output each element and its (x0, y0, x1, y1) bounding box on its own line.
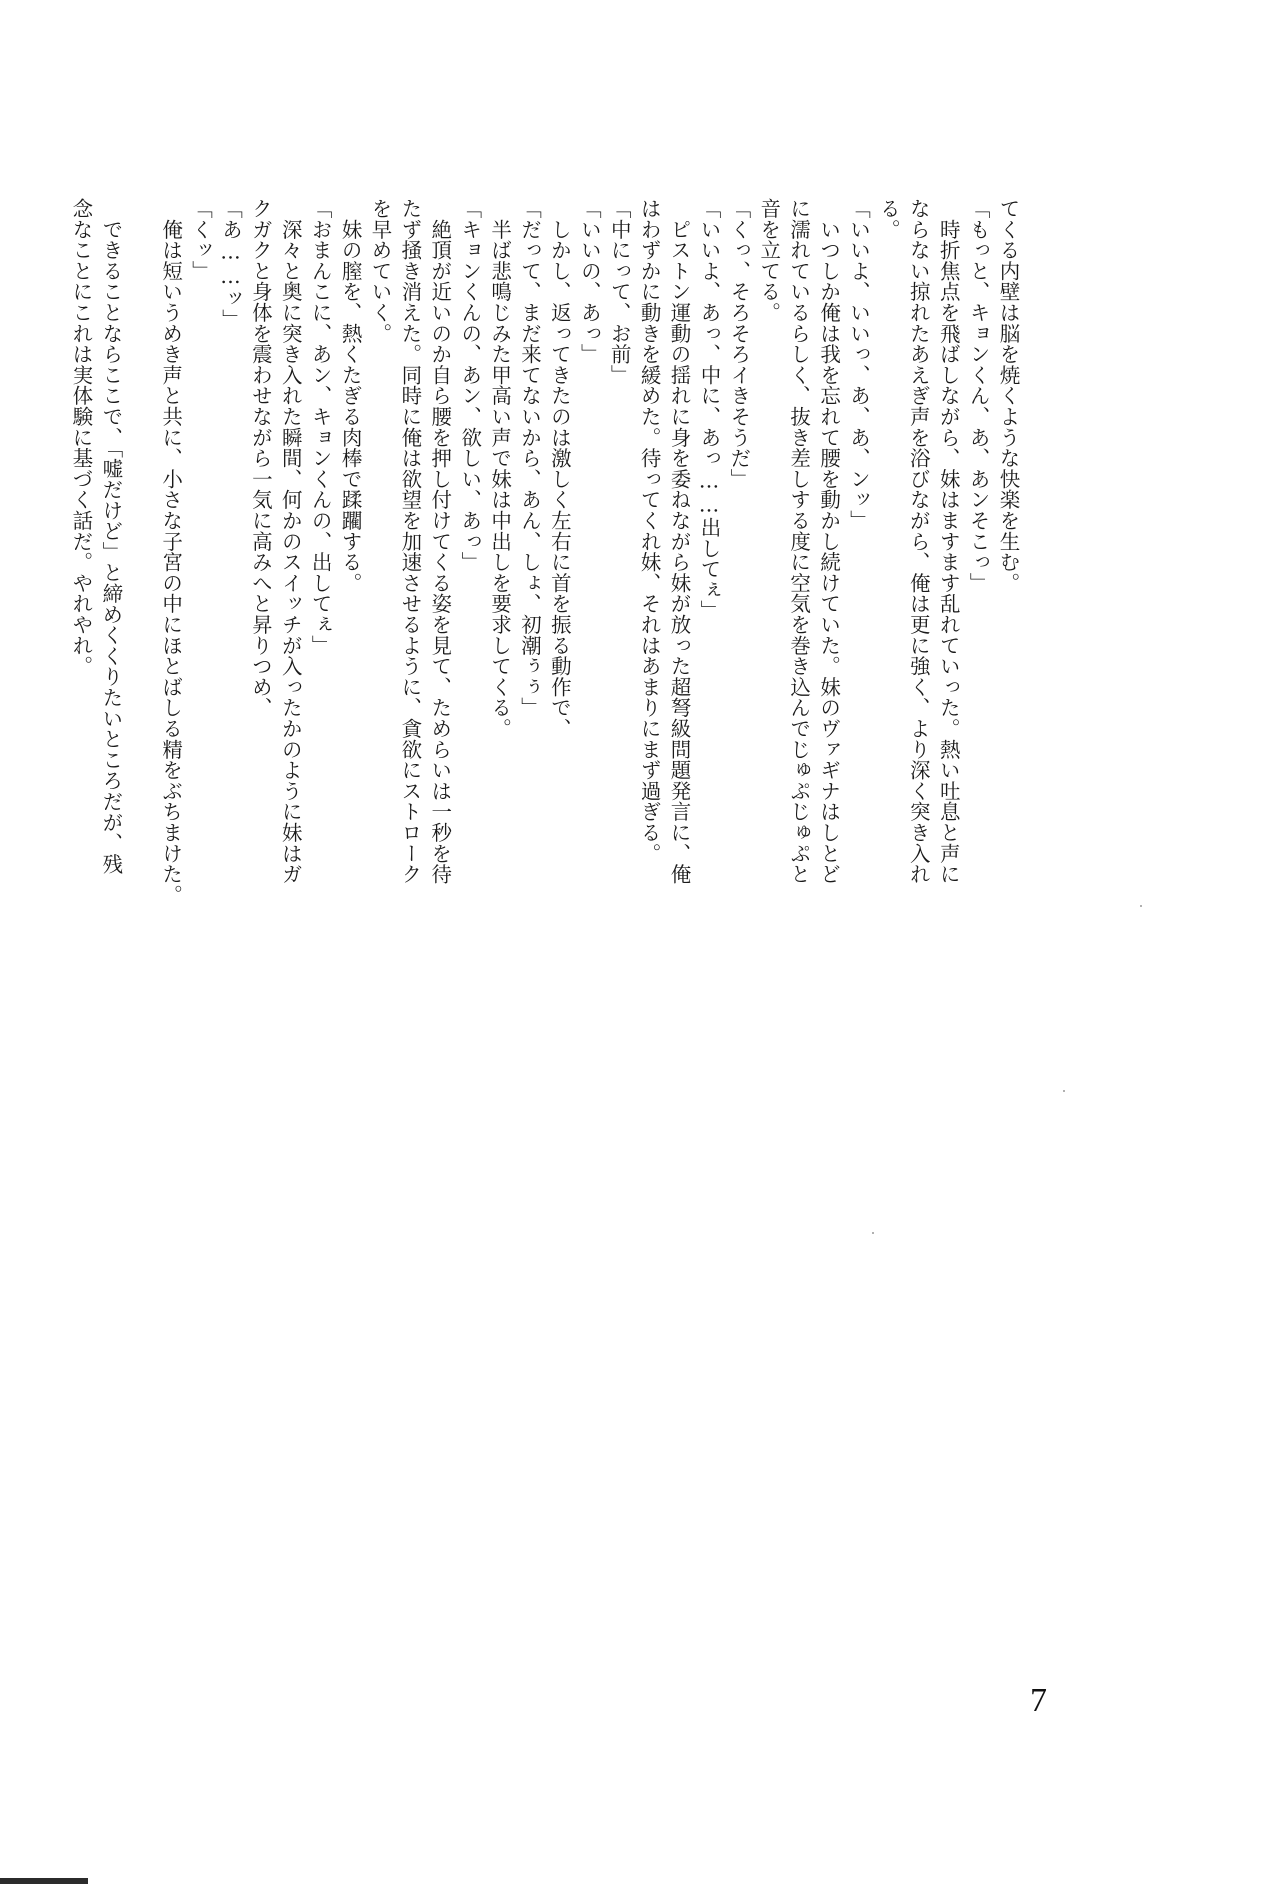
text-line: 音を立てる。 (756, 198, 781, 323)
text-line: 「だって、まだ来てないから、あん、しょ、初潮ぅぅ」 (517, 198, 542, 718)
text-line: てくる内壁は脳を焼くような快楽を生む。 (996, 198, 1020, 594)
text-line: 「くッ」 (188, 198, 213, 282)
text-line: 半ば悲鳴じみた甲高い声で妹は中出しを要求してくる。 (487, 198, 512, 739)
text-line: 「もっと、キョンくん、あ、あンそこっ」 (966, 198, 991, 594)
text-line: クガクと身体を震わせながら一気に高みへと昇りつめ、 (248, 198, 273, 718)
vertical-text-body (68, 198, 1022, 958)
text-line: できることならここで、「嘘だけど」と締めくくりたいところだが、残 (98, 198, 123, 875)
text-line: 「いいよ、あっ、中に、あっ……出してぇ」 (696, 198, 721, 621)
page-number: 7 (1030, 1682, 1047, 1719)
text-line: 俺は短いうめき声と共に、小さな子宮の中にほとばしる精をぶちまけた。 (158, 198, 183, 906)
text-line: 「くっ、そろそろイきそうだ」 (726, 198, 751, 490)
text-line: 「あ……ッ」 (218, 198, 243, 330)
text-line: 「いいの、あっ」 (577, 198, 602, 365)
text-line: 妹の膣を、熱くたぎる肉棒で蹂躙する。 (338, 198, 363, 594)
text-line (125, 198, 155, 958)
text-line: に濡れているらしく、抜き差しする度に空気を巻き込んでじゅぷじゅぷと (786, 198, 811, 885)
text-line: 深々と奥に突き入れた瞬間、何かのスイッチが入ったかのように妹はガ (278, 198, 303, 885)
text-line: 時折焦点を飛ばしながら、妹はますます乱れていった。熱い吐息と声に (936, 198, 961, 885)
text-line: はわずかに動きを緩めた。待ってくれ妹、それはあまりにまず過ぎる。 (637, 198, 662, 864)
scan-speck (872, 1232, 874, 1234)
text-line: 「中にって、お前」 (607, 198, 632, 386)
text-line: る。 (876, 198, 901, 240)
text-line: 「キョンくんの、あン、欲しい、あっ」 (457, 198, 482, 573)
scan-speck (1063, 1090, 1065, 1092)
text-line: 「いいよ、いいっ、あ、あ、ンッ」 (846, 198, 871, 531)
scan-edge-mark (0, 1878, 88, 1884)
text-line: を早めていく。 (367, 198, 392, 344)
text-line: 念なことにこれは実体験に基づく話だ。やれやれ。 (68, 198, 93, 677)
text-line: しかし、返ってきたのは激しく左右に首を振る動作で、 (547, 198, 572, 739)
text-line: いつしか俺は我を忘れて腰を動かし続けていた。妹のヴァギナはしとど (816, 198, 841, 885)
scan-speck (1140, 905, 1142, 907)
text-line: ならない掠れたあえぎ声を浴びながら、俺は更に強く、より深く突き入れ (906, 198, 931, 885)
text-line: 絶頂が近いのか自ら腰を押し付けてくる姿を見て、ためらいは一秒を待 (427, 198, 452, 885)
text-line: ピストン運動の揺れに身を委ねながら妹が放った超弩級問題発言に、俺 (667, 198, 692, 885)
text-line: たず掻き消えた。同時に俺は欲望を加速させるように、貪欲にストローク (397, 198, 422, 885)
text-line: 「おまんこに、あン、キョンくんの、出してぇ」 (308, 198, 333, 656)
